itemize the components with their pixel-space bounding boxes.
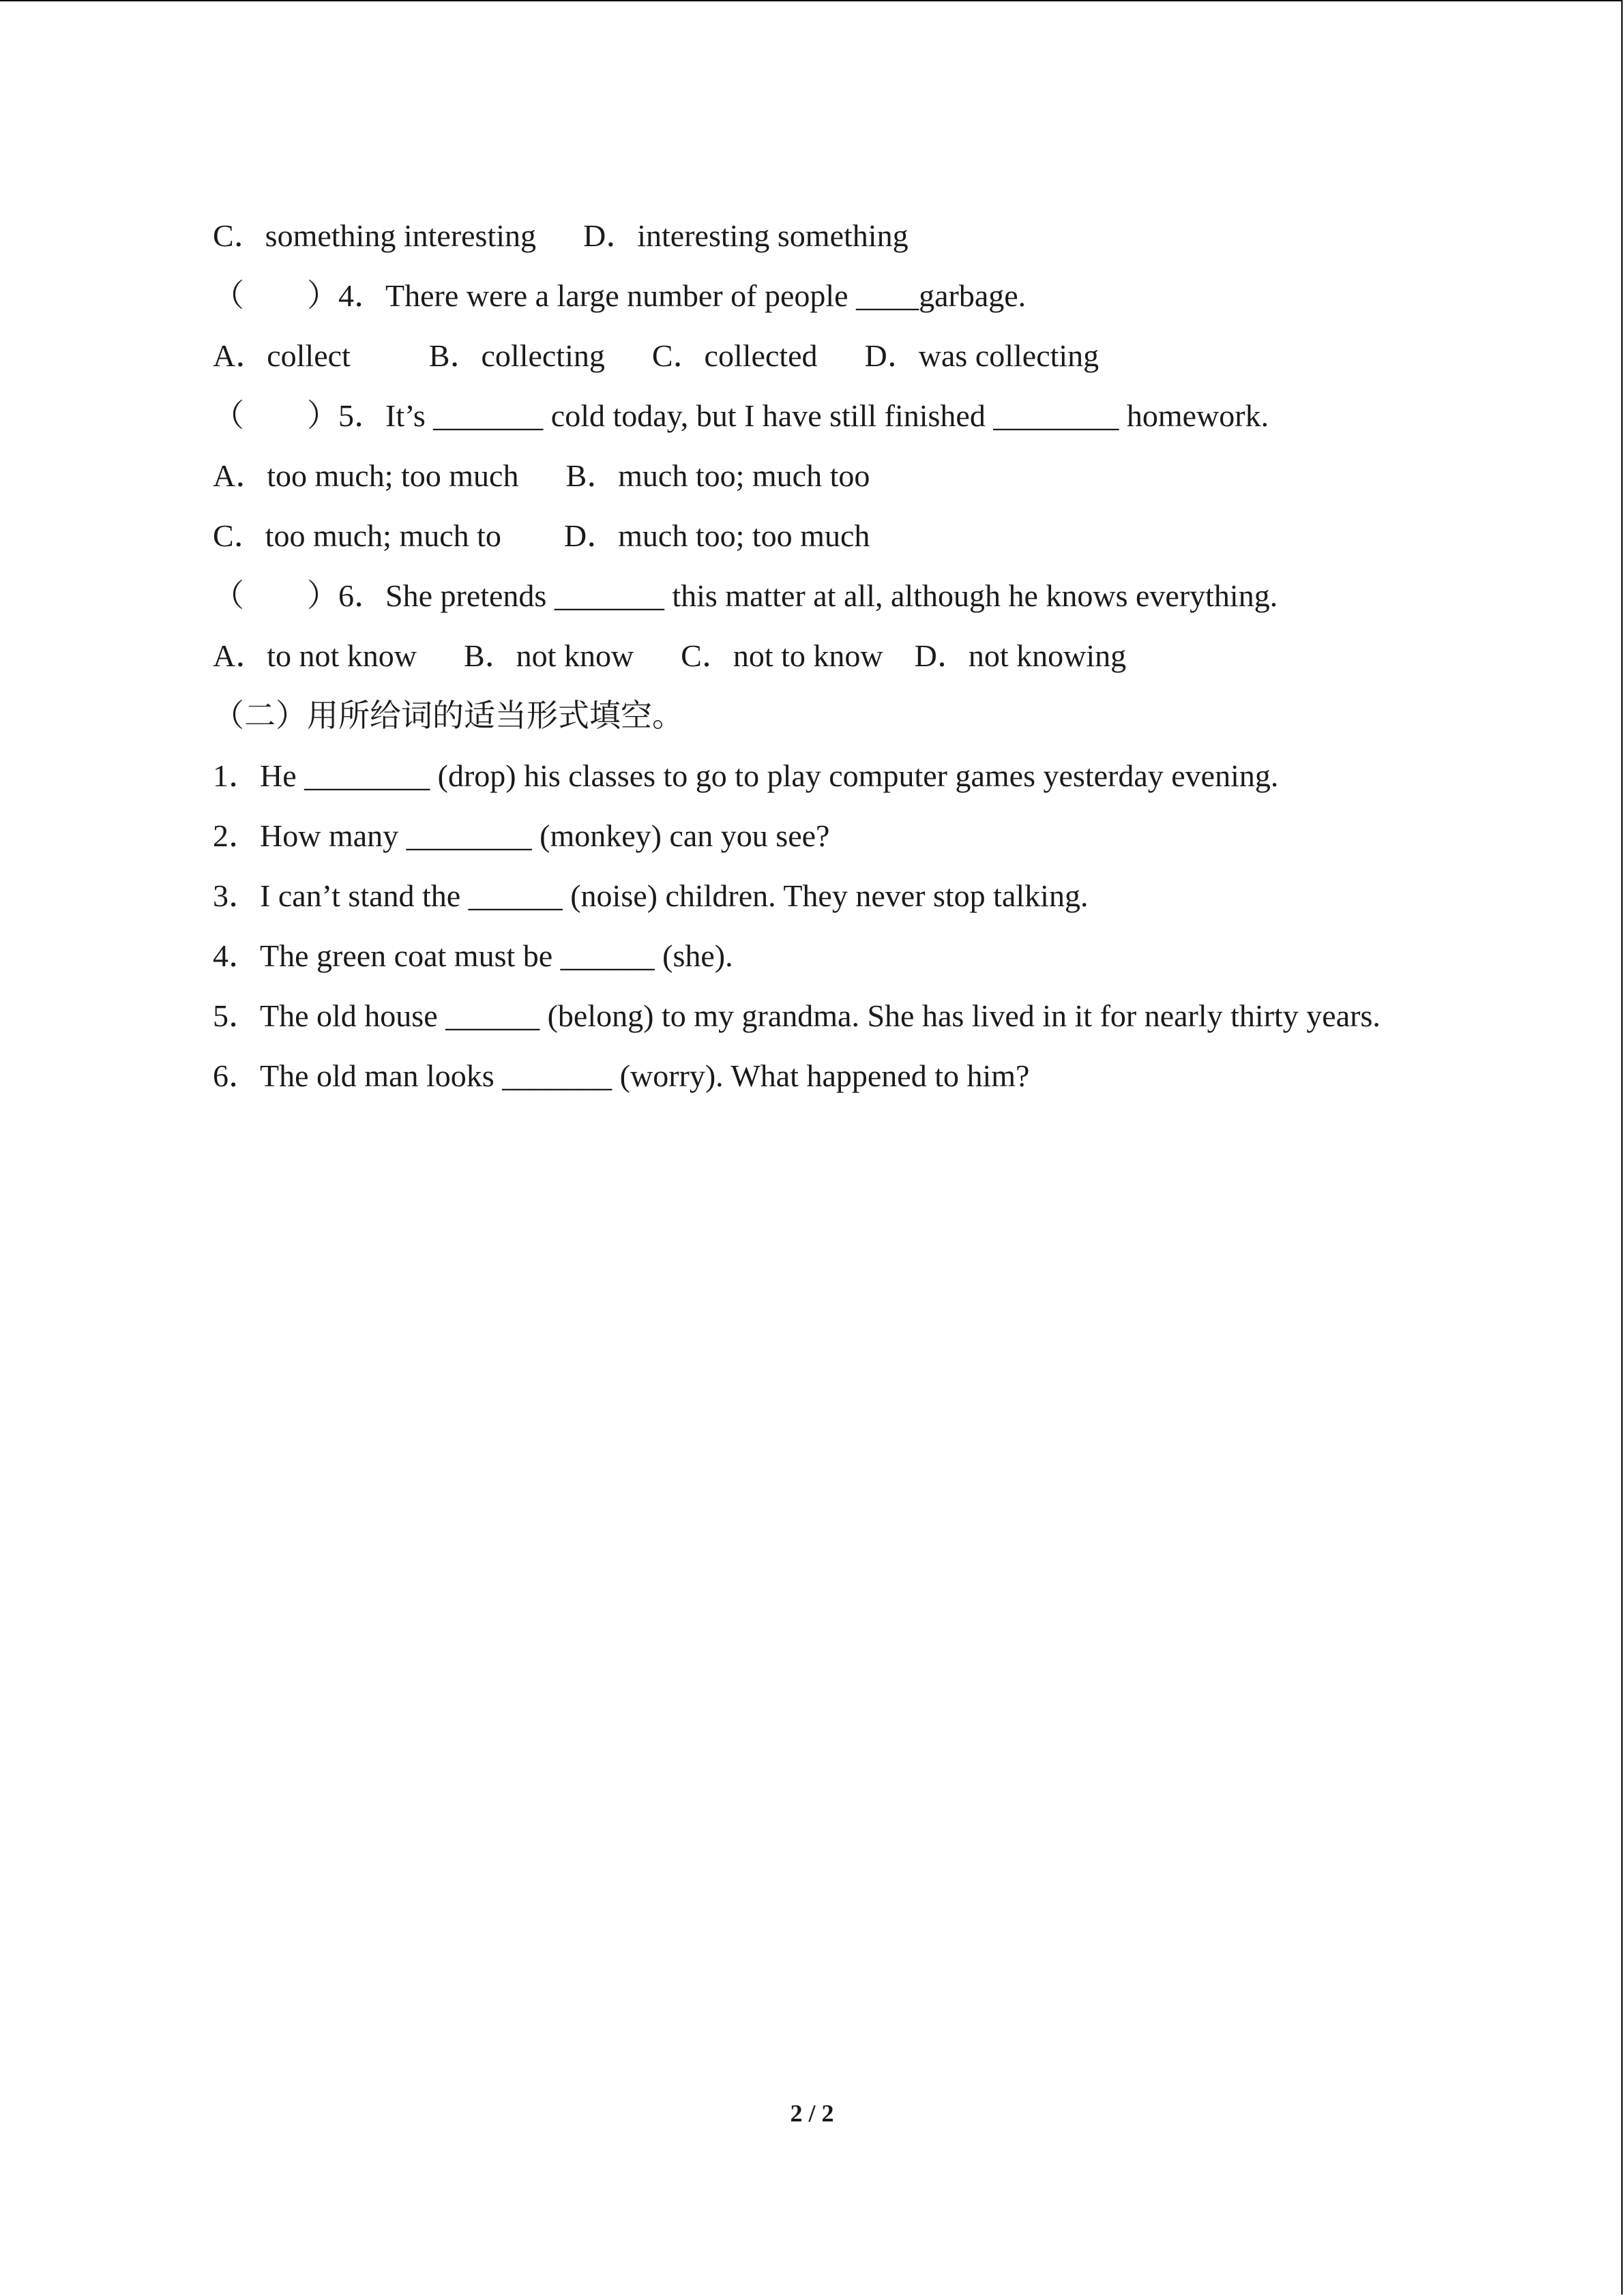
page-number: 2 / 2 bbox=[790, 2100, 834, 2127]
text-line: A．to not know B．not know C．not to know D．not knowing bbox=[213, 638, 1127, 673]
text-line: 3．I can’t stand the ______ (noise) children. They never stop talking. bbox=[213, 878, 1089, 913]
fill-item-2 bbox=[213, 816, 1509, 876]
fill-item-4 bbox=[213, 936, 1509, 996]
text-line: （二）用所给词的适当形式填空。 bbox=[213, 698, 683, 733]
text-line: 5．The old house ______ (belong) to my grandma. She has lived in it for nearly thirty years. bbox=[213, 998, 1381, 1033]
text-line: 1．He ________ (drop) his classes to go to play computer games yesterday evening. bbox=[213, 758, 1279, 793]
options-q5-cd bbox=[213, 516, 1509, 576]
fill-item-3 bbox=[213, 876, 1509, 936]
fill-item-5 bbox=[213, 996, 1509, 1056]
fill-item-1 bbox=[213, 756, 1509, 816]
section-heading bbox=[213, 696, 1509, 756]
text-line: A．too much; too much B．much too; much too bbox=[213, 458, 870, 493]
text-line: （ ）6．She pretends _______ this matter at all, although he knows everything. bbox=[213, 578, 1278, 613]
fill-item-6 bbox=[213, 1056, 1509, 1116]
question-6 bbox=[213, 576, 1509, 636]
text-line: 6．The old man looks _______ (worry). What happened to him? bbox=[213, 1058, 1030, 1093]
document-body bbox=[213, 215, 1509, 1116]
question-5 bbox=[213, 396, 1509, 456]
text-line: C．something interesting D．interesting something bbox=[213, 218, 909, 253]
text-line: （ ）4．There were a large number of people ____garbage. bbox=[213, 278, 1027, 313]
text-line: C．too much; much to D．much too; too much bbox=[213, 518, 870, 553]
options-q4 bbox=[213, 336, 1509, 396]
text-line: 4．The green coat must be ______ (she). bbox=[213, 938, 733, 973]
text-line: A．collect B．collecting C．collected D．was collecting bbox=[213, 338, 1099, 373]
option-line-q3-cd bbox=[213, 215, 1509, 275]
options-q6 bbox=[213, 636, 1509, 696]
question-4 bbox=[213, 275, 1509, 336]
text-line: （ ）5．It’s _______ cold today, but I have still finished ________ homework. bbox=[213, 398, 1269, 433]
options-q5-ab bbox=[213, 456, 1509, 516]
text-line: 2．How many ________ (monkey) can you see? bbox=[213, 818, 830, 853]
